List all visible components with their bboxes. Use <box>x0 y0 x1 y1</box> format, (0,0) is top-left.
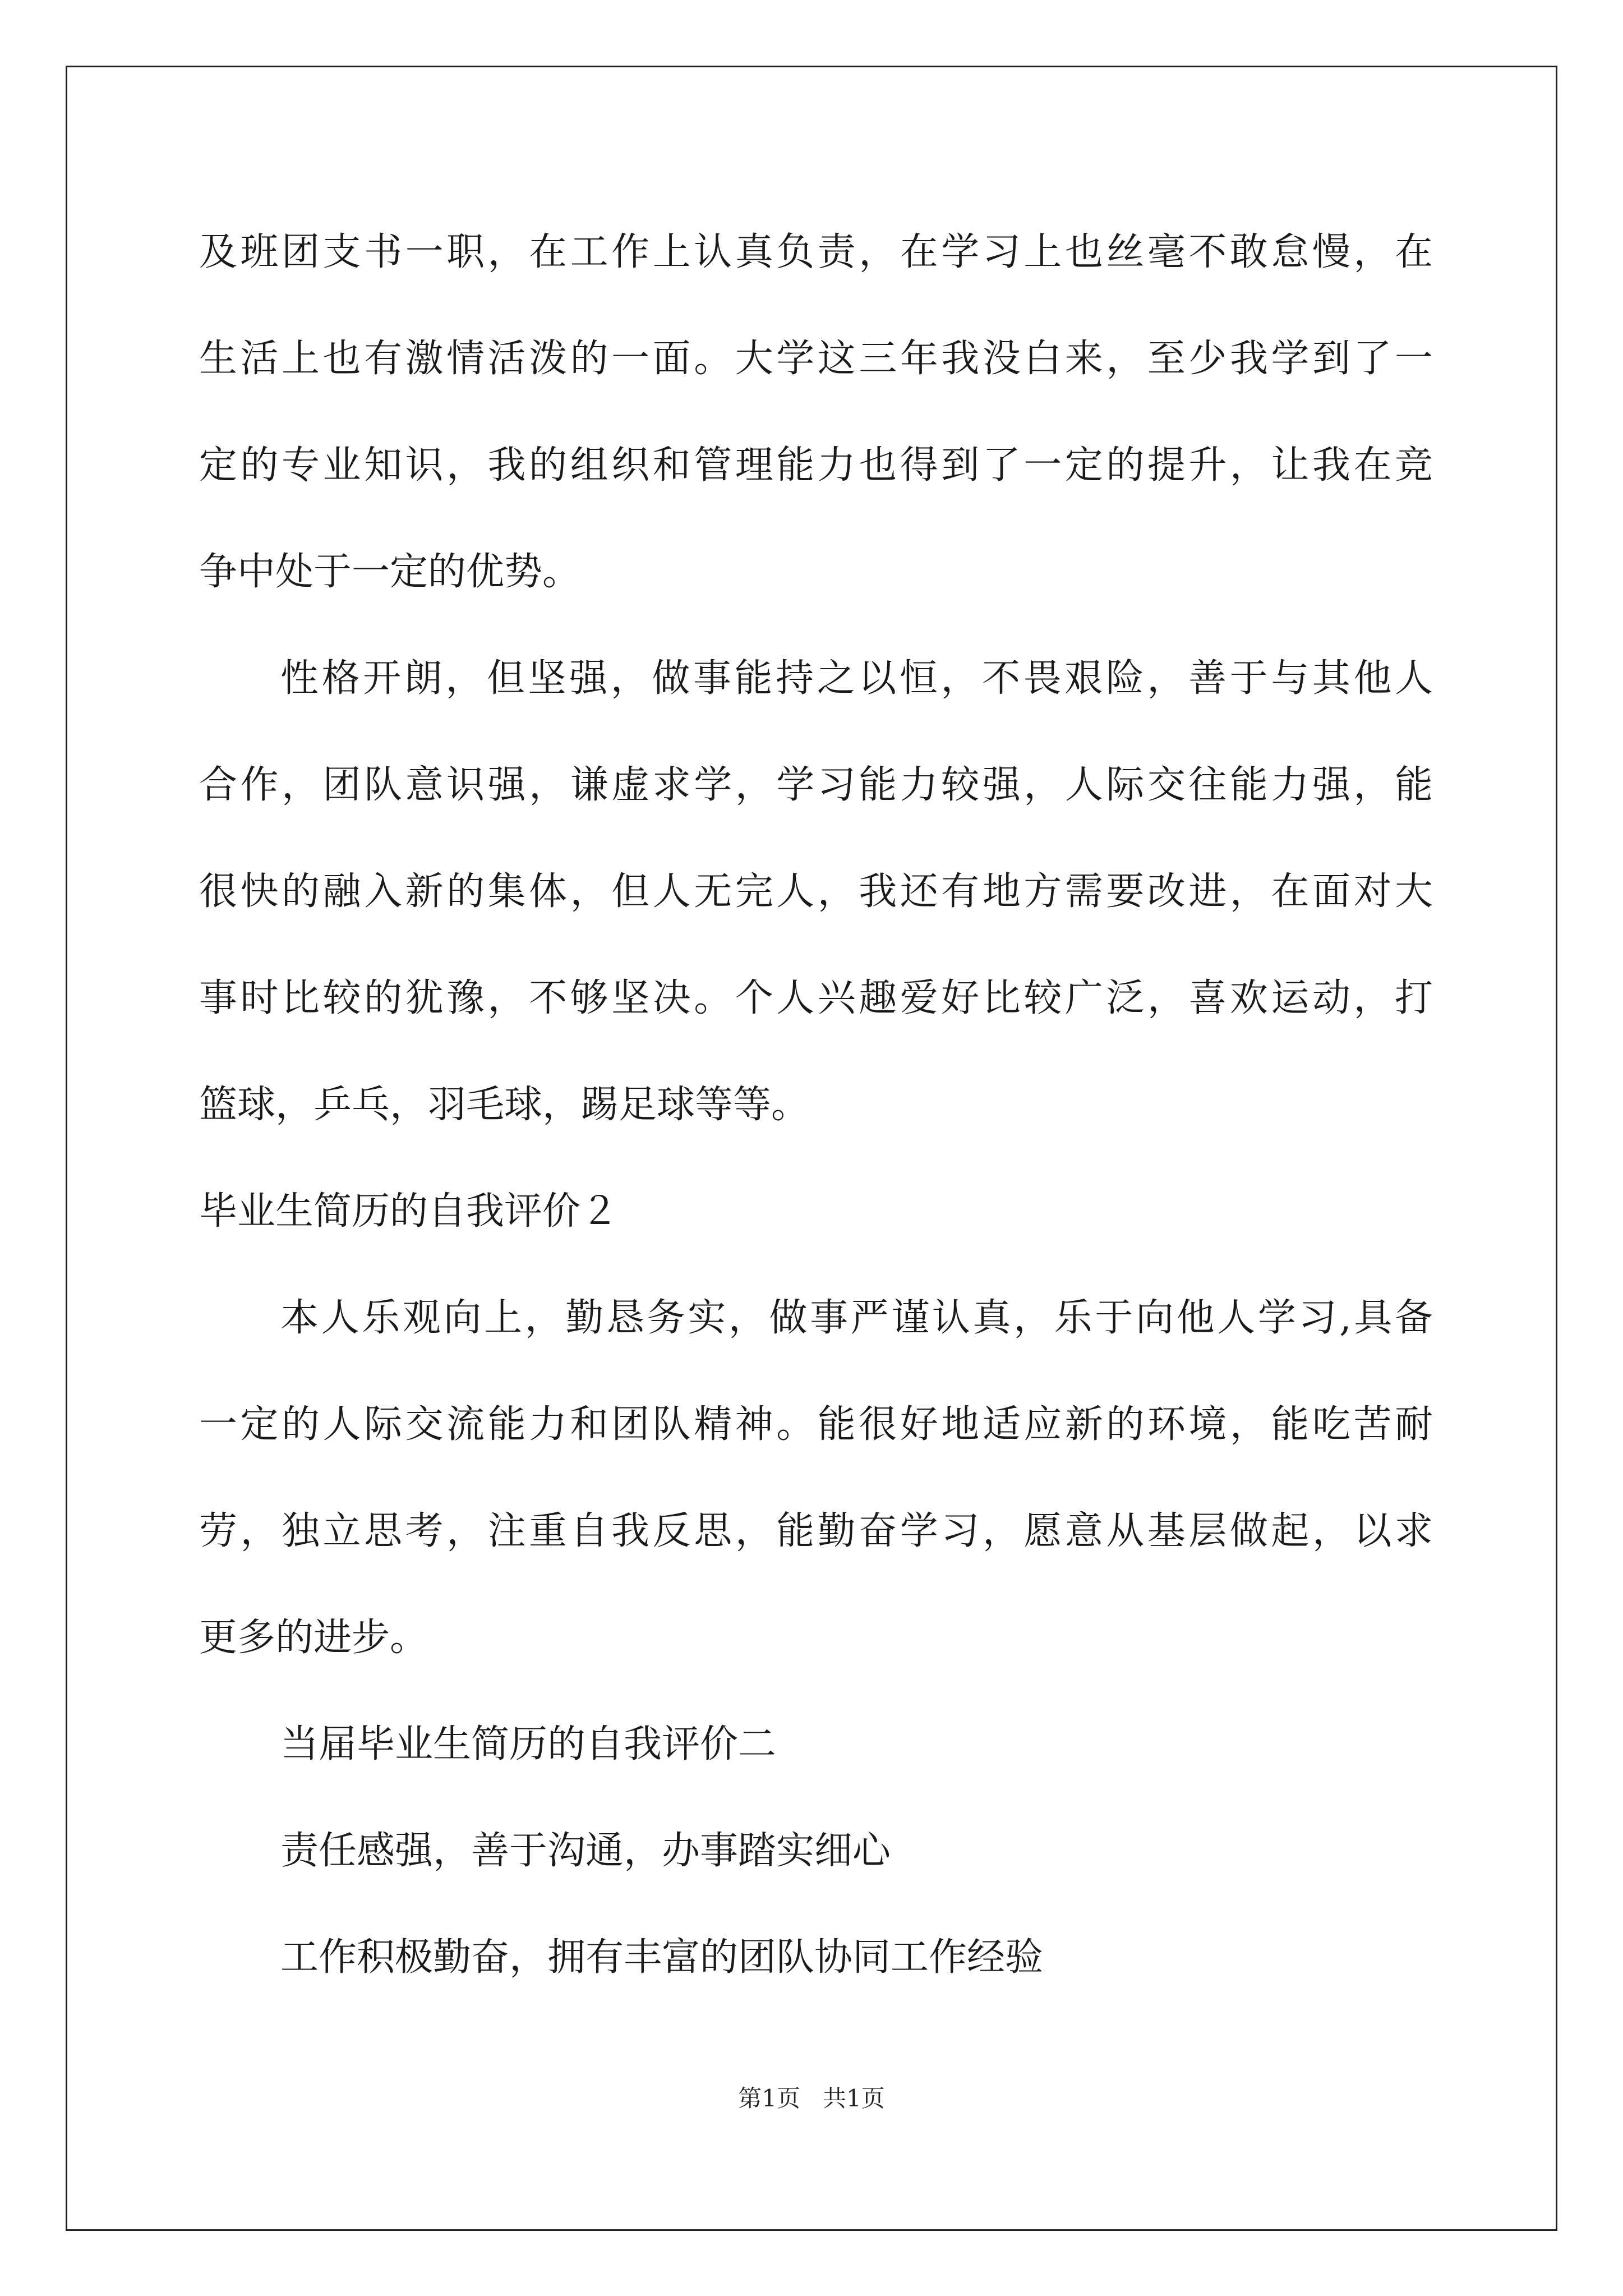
subheading-line: 当届毕业生简历的自我评价二 <box>280 1722 777 1766</box>
page-number-current: 第1页 <box>738 2085 800 2112</box>
paragraph-line: 及班团支书一职，在工作上认真负责，在学习上也丝毫不敢怠慢，在 <box>199 230 1433 274</box>
paragraph-line: 性格开朗，但坚强，做事能持之以恒，不畏艰险，善于与其他人 <box>280 656 1433 701</box>
paragraph-line: 更多的进步。 <box>199 1616 428 1660</box>
paragraph-line: 责任感强，善于沟通，办事踏实细心 <box>280 1829 891 1873</box>
paragraph-line: 生活上也有激情活泼的一面。大学这三年我没白来，至少我学到了一 <box>199 337 1433 381</box>
paragraph-line: 一定的人际交流能力和团队精神。能很好地适应新的环境，能吃苦耐 <box>199 1402 1433 1447</box>
paragraph-line: 本人乐观向上，勤恳务实，做事严谨认真，乐于向他人学习,具备 <box>280 1296 1433 1340</box>
page-footer <box>0 2083 1623 2114</box>
paragraph-line: 很快的融入新的集体，但人无完人，我还有地方需要改进，在面对大 <box>199 869 1433 914</box>
paragraph-line: 事时比较的犹豫，不够坚决。个人兴趣爱好比较广泛，喜欢运动，打 <box>199 976 1433 1020</box>
paragraph-line: 工作积极勤奋，拥有丰富的团队协同工作经验 <box>280 1935 1044 1980</box>
paragraph-line: 篮球，乒乓，羽毛球，踢足球等等。 <box>199 1083 810 1127</box>
paragraph-line: 合作，团队意识强，谦虚求学，学习能力较强，人际交往能力强，能 <box>199 763 1433 807</box>
paragraph-line: 争中处于一定的优势。 <box>199 550 581 594</box>
page-number-total: 共1页 <box>823 2085 885 2112</box>
section-heading: 毕业生简历的自我评价２ <box>199 1189 619 1234</box>
page-border <box>66 66 1557 2231</box>
paragraph-line: 劳，独立思考，注重自我反思，能勤奋学习，愿意从基层做起，以求 <box>199 1509 1433 1553</box>
paragraph-line: 定的专业知识，我的组织和管理能力也得到了一定的提升，让我在竞 <box>199 443 1433 487</box>
